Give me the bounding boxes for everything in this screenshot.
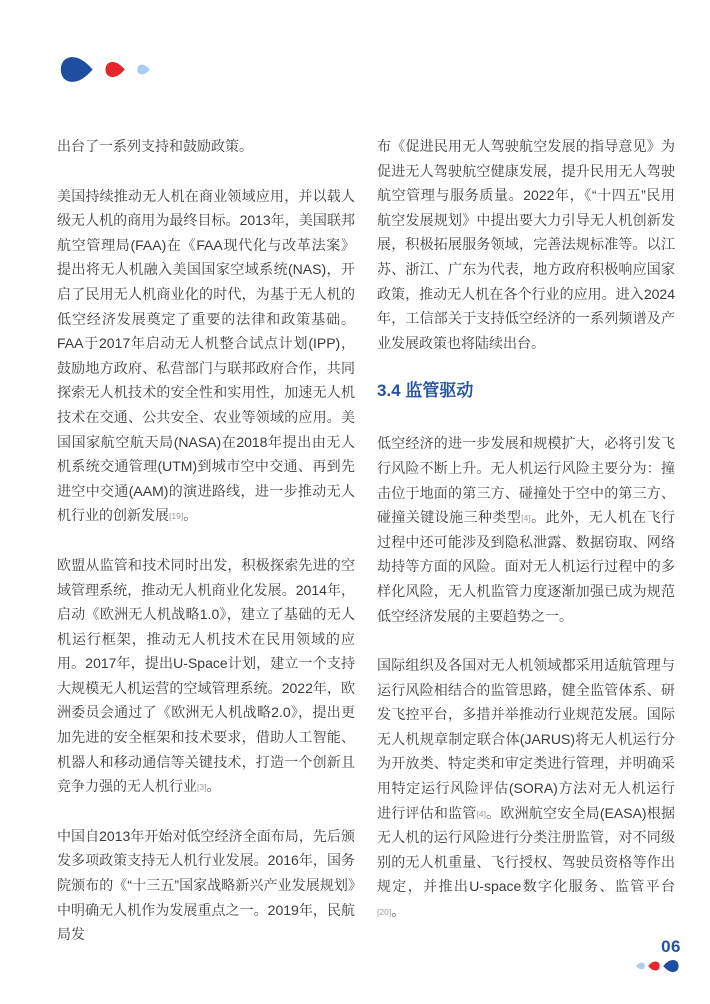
paragraph: 布《促进民用无人驾驶航空发展的指导意见》为促进无人驾驶航空健康发展，提升民用无人驾驶航空管理与服务质量。2022年，《“十四五”民用航空发展规划》中提出要大力引导无人机创新发展，积极拓展服务领域，完善法规标准等。以江苏、浙江、广东为代表，地方政府积极响应国家政策，推动无人机在各个行业的应用。进入2024年，工信部关于支持低空经济的一系列频谱及产业发展政策也将陆续出台。 [377, 138, 675, 351]
teardrop-dark-blue-icon [663, 959, 679, 973]
section-heading: 3.4 监管驱动 [377, 381, 474, 401]
citation-ref: [4] [476, 808, 486, 819]
header-decoration [60, 56, 150, 83]
text-columns [57, 134, 675, 972]
teardrop-dark-blue-icon [60, 56, 93, 83]
page-number: 06 [661, 937, 681, 956]
left-column [57, 134, 355, 972]
paragraph: 出台了一系列支持和鼓励政策。 [57, 138, 253, 154]
citation-ref: [19] [169, 511, 184, 522]
footer-decoration [636, 959, 679, 973]
paragraph: 国际组织及各国对无人机领域都采用适航管理与运行风险相结合的监管思路，健全监管体系、研发飞控平台，多措并举推动行业规范发展。国际无人机规章制定联合体(JARUS)将无人机运行分为开放类、特定类和审定类进行管理，并明确采用特定运行风险评估(SORA)方法对无人机运行进行评估和监管[4]。欧洲航空安全局(EASA)根据无人机的运行风险进行分类注册监管，对不同级别的无人机重量、飞行授权、驾驶员资格等作出规定，并推出U-space数字化服务、监管平台[20]。 [377, 657, 676, 920]
right-column [377, 134, 675, 972]
paragraph: 欧盟从监管和技术同时出发，积极探索先进的空域管理系统，推动无人机商业化发展。2014年，启动《欧洲无人机战略1.0》，建立了基础的无人机运行框架，推动无人机技术在民用领域的应用。2017年，提出U-Space计划，建立一个支持大规模无人机运营的空域管理系统。2022年，欧洲委员会通过了《欧洲无人机战略2.0》，提出更加先进的安全框架和技术要求，借助人工智能、机器人和移动通信等关键技术，打造一个创新且竞争力强的无人机行业[3]。 [57, 556, 355, 795]
citation-ref: [3] [197, 782, 207, 793]
teardrop-red-icon [105, 61, 125, 78]
teardrop-light-blue-icon [137, 64, 150, 75]
teardrop-light-blue-icon [636, 962, 645, 970]
teardrop-red-icon [648, 961, 660, 971]
paragraph: 美国持续推动无人机在商业领域应用，并以载人级无人机的商用为最终目标。2013年，美国联邦航空管理局(FAA)在《FAA现代化与改革法案》提出将无人机融入美国国家空域系统(NAS)，开启了民用无人机商业化的时代，为基于无人机的低空经济发展奠定了重要的法律和政策基础。FAA于2017年启动无人机整合试点计划(IPP)，鼓励地方政府、私营部门与联邦政府合作，共同探索无人机技术的安全性和实用性，加速无人机技术在交通、公共安全、农业等领域的应用。美国国家航空航天局(NASA)在2018年提出由无人机系统交通管理(UTM)到城市空中交通、再到先进空中交通(AAM)的演进路线，进一步推动无人机行业的创新发展[19]。 [57, 187, 355, 524]
citation-ref: [20] [377, 907, 392, 918]
paragraph: 低空经济的进一步发展和规模扩大，必将引发飞行风险不断上升。无人机运行风险主要分为：撞击位于地面的第三方、碰撞处于空中的第三方、碰撞关键设施三种类型[4]。此外，无人机在飞行过程中还可能涉及到隐私泄露、数据窃取、网络劫持等方面的风险。面对无人机运行过程中的多样化风险，无人机监管力度逐渐加强已成为规范低空经济发展的主要趋势之一。 [377, 435, 676, 624]
paragraph: 中国自2013年开始对低空经济全面布局，先后颁发多项政策支持无人机行业发展。2016年，国务院颁布的《“十三五”国家战略新兴产业发展规划》中明确无人机作为发展重点之一。2019年，民航局发 [57, 827, 355, 943]
citation-ref: [4] [521, 513, 531, 524]
